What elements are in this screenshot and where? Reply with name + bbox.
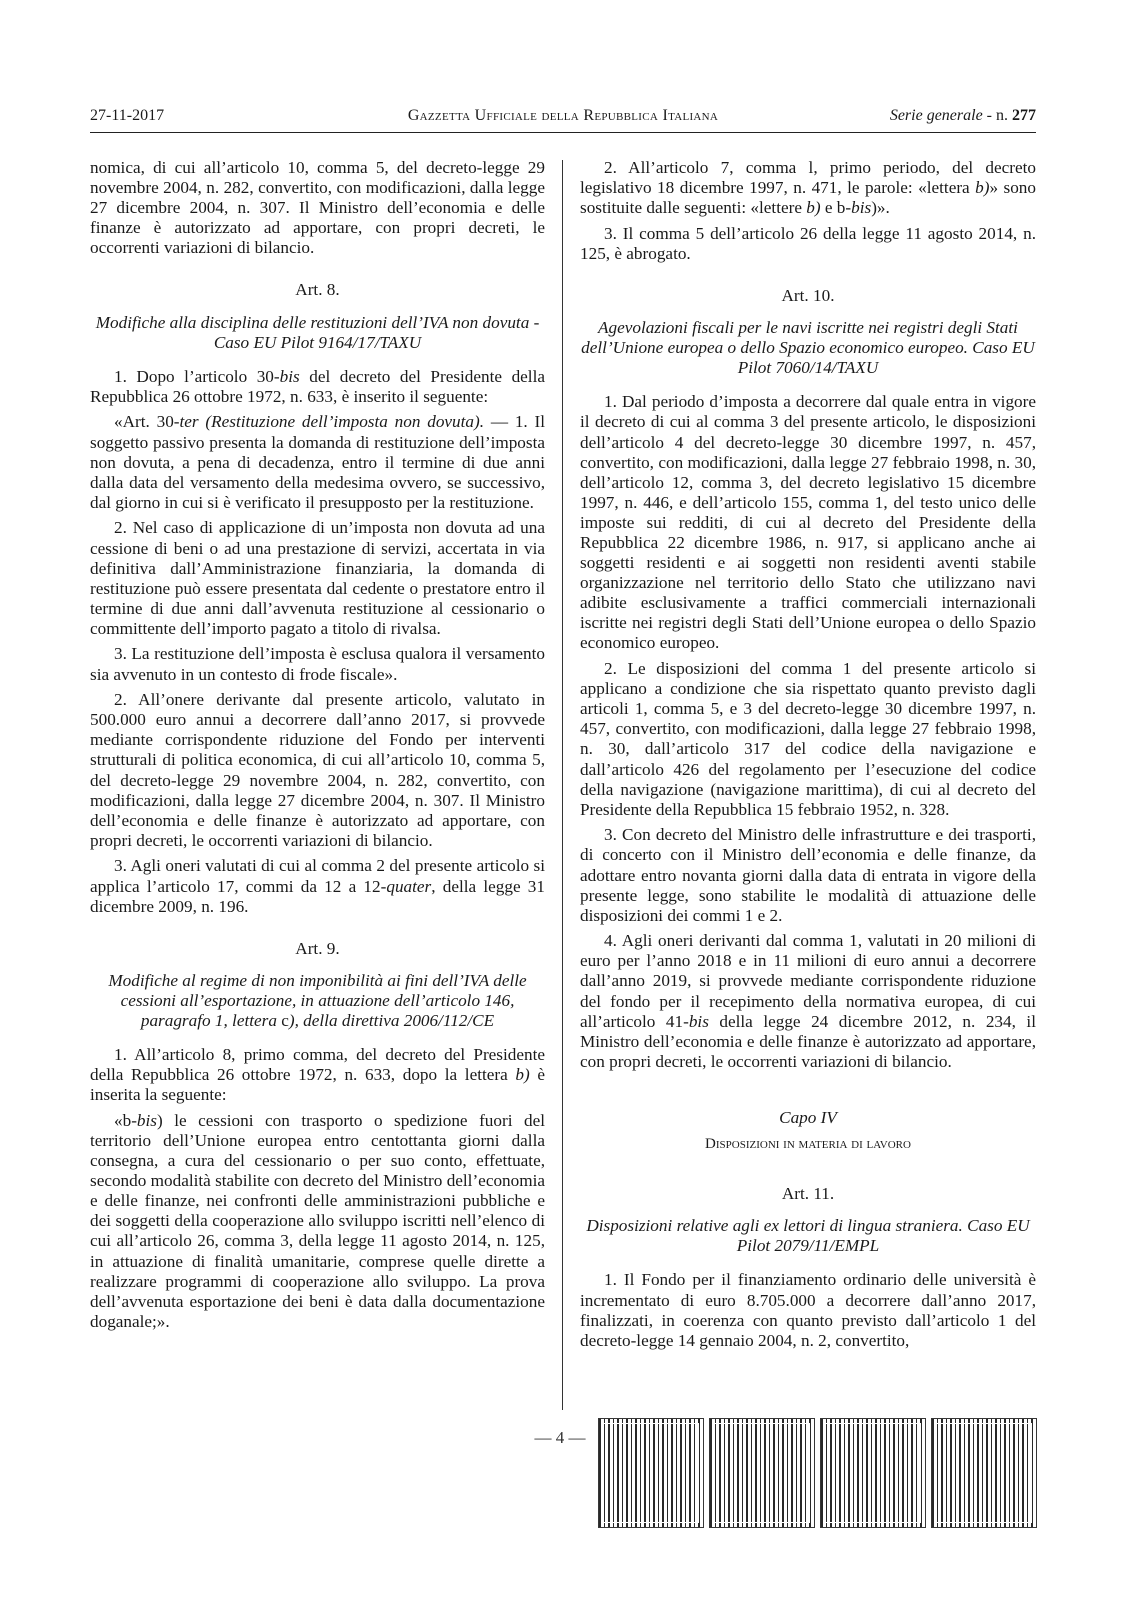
art11-title: Disposizioni relative agli ex lettori di lingua straniera. Caso EU Pilot 2079/11/EMPL [586,1216,1030,1256]
art8-paragraph-2: 2. All’onere derivante dal presente articolo, valutato in 500.000 euro annui a decorrere dall’anno 2017, si provvede mediante corrispondente riduzione del Fondo per interventi strutturali di politica economica, di cui all’articolo 10, comma 5, del decreto-legge 29 novembre 2004, n. 282, convertito, con modificazioni, dalla legge 27 dicembre 2004, n. 307. Il Ministro dell’economia e delle finanze è autorizzato ad apportare, con propri decreti, le occorrenti variazioni di bilancio. [90,690,545,850]
datamatrix-code-1 [598,1418,704,1528]
barcode-strip [598,1418,1036,1526]
art8-paragraph-3: 3. Agli oneri valutati di cui al comma 2 del presente articolo si applica l’articolo 17, commi da 12 a 12-quater, della legge 31 dicembre 2009, n. 196. [90,856,545,916]
art8-number: Art. 8. [295,280,340,300]
capo-subtitle: Disposizioni in materia di lavoro [705,1136,911,1153]
serie-number: 277 [1012,107,1036,124]
header-date: 27-11-2017 [90,107,165,124]
page-header [90,107,1036,131]
art10-number: Art. 10. [781,285,835,305]
art10-paragraph-4: 4. Agli oneri derivanti dal comma 1, valutati in 20 milioni di euro per l’anno 2018 e in 11 milioni di euro annui a decorrere dall’anno 2019, si provvede mediante corrispondente riduzione del fondo per il recepimento della normativa europea, di cui all’articolo 41-bis della legge 24 dicembre 2012, n. 234, il Ministro dell’economia e delle finanze è autorizzato ad apportare, con propri decreti, le occorrenti variazioni di bilancio. [580,931,1036,1071]
art9-title: Modifiche al regime di non imponibilità ai fini dell’IVA delle cessioni all’esportazione, in attuazione dell’articolo 146, paragrafo 1, lettera c), della direttiva 2006/112/CE [108,970,527,1030]
art8-title: Modifiche alla disciplina delle restituzioni dell’IVA non dovuta - Caso EU Pilot 9164/17/TAXU [95,312,540,352]
art8-quote-1: «Art. 30-ter (Restituzione dell’imposta non dovuta). — 1. Il soggetto passivo presenta la domanda di restituzione dell’imposta non dovuta, a pena di decadenza, entro il termine di due anni dalla data del versamento della medesima ovvero, se successivo, dal giorno in cui si è verificato il presupposto per la restituzione. [90,412,546,512]
art10-paragraph-2: 2. Le disposizioni del comma 1 del presente articolo si applicano a condizione che sia rispettato quanto previsto dagli articoli 1, comma 5, e 3 del decreto-legge 30 dicembre 1997, n. 457, convertito, con modificazioni, dalla legge 27 febbraio 1998, n. 30, dall’articolo 317 del codice della navigazione e dall’articolo 426 del regolamento per l’esecuzione del codice della navigazione (navigazione marittima), di cui al decreto del Presidente della Repubblica 15 febbraio 1952, n. 328. [580,659,1036,819]
left-intro-paragraph: nomica, di cui all’articolo 10, comma 5, del decreto-legge 29 novembre 2004, n. 282, convertito, con modificazioni, dalla legge 27 dicembre 2004, n. 307. Il Ministro dell’economia e delle finanze è autorizzato ad apportare, con propri decreti, le occorrenti variazioni di bilancio. [90,158,545,258]
right-column [580,158,1036,1356]
right-paragraph-3: 3. Il comma 5 dell’articolo 26 della legge 11 agosto 2014, n. 125, è abrogato. [580,223,1036,263]
serie-sep: - n. [982,107,1012,124]
right-paragraph-2: 2. All’articolo 7, comma l, primo periodo, del decreto legislativo 18 dicembre 1997, n. 471, le parole: «lettera b)» sono sostituite dalle seguenti: «lettere b) e b-bis)». [580,158,1036,218]
art11-number: Art. 11. [781,1184,835,1204]
art10-title: Agevolazioni fiscali per le navi iscritte nei registri degli Stati dell’Unione europea o dello Spazio economico europeo. Caso EU Pilot 7060/14/TAXU [581,318,1035,378]
header-rule [90,132,1036,133]
datamatrix-code-4 [931,1418,1037,1528]
art9-number: Art. 9. [295,938,340,958]
header-serie [890,107,1036,125]
art8-quote-3: 3. La restituzione dell’imposta è esclusa qualora il versamento sia avvenuto in un contesto di frode fiscale». [90,644,545,684]
page-number: — 4 — [534,1428,586,1447]
art9-paragraph-1: 1. All’articolo 8, primo comma, del decreto del Presidente della Repubblica 26 ottobre 1972, n. 633, dopo la lettera b) è inserita la seguente: [90,1045,545,1105]
column-divider [562,160,563,1410]
datamatrix-code-3 [820,1418,926,1528]
art8-paragraph-1: 1. Dopo l’articolo 30-bis del decreto del Presidente della Repubblica 26 ottobre 1972, n. 633, è inserito il seguente: [90,366,545,406]
art10-paragraph-3: 3. Con decreto del Ministro delle infrastrutture e dei trasporti, di concerto con il Ministro dell’economia e delle finanze, da adottare entro novanta giorni dalla data di entrata in vigore della presente legge, sono stabilite le modalità di attuazione delle disposizioni dei commi 1 e 2. [580,825,1036,925]
art8-quote-2: 2. Nel caso di applicazione di un’imposta non dovuta ad una cessione di beni o ad una prestazione di servizi, accertata in via definitiva dall’Amministrazione finanziaria, la domanda di restituzione può essere presentata dal cedente o prestatore entro il termine di due anni dall’avvenuta restituzione al cessionario o committente dell’importo pagato a titolo di rivalsa. [90,518,545,638]
header-title: Gazzetta Ufficiale della Repubblica Italiana [407,107,719,124]
art9-quote: «b-bis) le cessioni con trasporto o spedizione fuori del territorio dell’Unione europea entro centottanta giorni dalla consegna, a cura del cessionario o per suo conto, effettuate, secondo modalità stabilite con decreto del Ministro dell’economia e delle finanze, nei confronti delle amministrazioni pubbliche e dei soggetti della cooperazione allo sviluppo iscritti nell’elenco di cui all’articolo 26, comma 3, della legge 11 agosto 2014, n. 125, in attuazione di finalità umanitarie, comprese quelle dirette a realizzare programmi di cooperazione allo sviluppo. La prova dell’avvenuta esportazione dei beni è data dalla documentazione doganale;». [90,1110,545,1331]
datamatrix-code-2 [709,1418,815,1528]
capo-title: Capo IV [779,1107,837,1127]
serie-label: Serie generale [889,107,983,124]
art11-paragraph-1: 1. Il Fondo per il finanziamento ordinario delle università è incrementato di euro 8.705.000 a decorrere dall’anno 2017, finalizzati, in coerenza con quanto previsto dall’articolo 1 del decreto-legge 14 gennaio 2004, n. 2, convertito, [580,1270,1036,1350]
art10-paragraph-1: 1. Dal periodo d’imposta a decorrere dal quale entra in vigore il decreto di cui al comma 3 del presente articolo, le disposizioni dell’articolo 4 del decreto-legge 30 dicembre 1997, n. 457, convertito, con modificazioni, dalla legge 27 febbraio 1998, n. 30, dell’articolo 12, comma 3, del decreto legislativo 15 dicembre 1997, n. 446, e dell’articolo 155, comma 1, del testo unico delle imposte sui redditi, di cui al decreto del Presidente della Repubblica 22 dicembre 1986, n. 917, si applicano anche ai soggetti residenti e ai soggetti non residenti aventi stabile organizzazione nel territorio dello Stato che utilizzano navi adibite esclusivamente a traffici commerciali internazionali iscritte nei registri degli Stati dell’Unione europea o dello Spazio economico europeo. [580,392,1036,653]
left-column [90,158,545,1337]
